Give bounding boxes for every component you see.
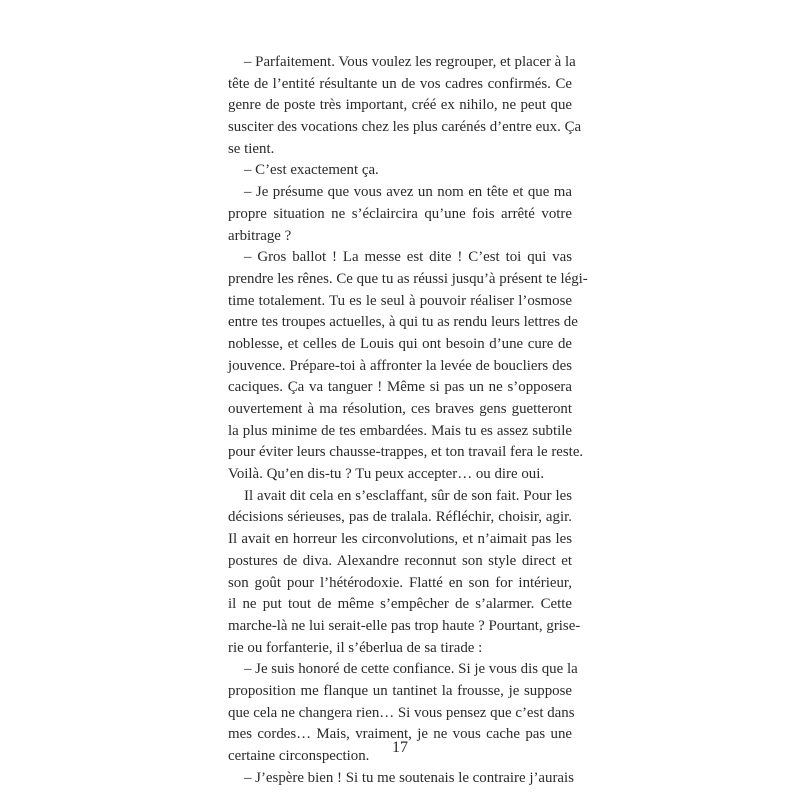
text-line: décisions sérieuses, pas de tralala. Réfléchir, choisir, agir.: [228, 509, 572, 526]
text-line: arbitrage ?: [228, 227, 292, 244]
text-line: susciter des vocations chez les plus carénés d’entre eux. Ça: [228, 119, 582, 136]
text-line: il ne put tout de même s’empêcher de s’alarmer. Cette: [228, 596, 572, 613]
text-line: genre de poste très important, créé ex nihilo, ne peut que: [228, 97, 572, 114]
text-line: ouvertement à ma résolution, ces braves gens guetteront: [228, 401, 572, 417]
text-line: postures de diva. Alexandre reconnut son style direct et: [228, 552, 572, 569]
text-line: – Je suis honoré de cette confiance. Si je vous dis que la: [244, 661, 578, 678]
text-line: – Parfaitement. Vous voulez les regrouper, et placer à la: [244, 54, 576, 70]
text-line: propre situation ne s’éclaircira qu’une fois arrêté votre: [228, 205, 572, 222]
body-text: [228, 52, 588, 789]
text-line: certaine circonspection.: [228, 748, 370, 764]
text-line: caciques. Ça va tanguer ! Même si pas un ne s’opposera: [228, 379, 572, 396]
page-number: 17: [392, 739, 408, 756]
text-line: marche-là ne lui serait-elle pas trop haute ? Pourtant, grise-: [228, 617, 581, 634]
text-line: son goût pour l’hétérodoxie. Flatté en son for intérieur,: [228, 574, 572, 591]
text-line: rie ou forfanterie, il s’éberlua de sa tirade :: [228, 639, 483, 656]
text-line: proposition me flanque un tantinet la frousse, je suppose: [228, 682, 572, 699]
text-line: mes cordes… Mais, vraiment, je ne vous cache pas une: [228, 726, 572, 743]
text-line: se tient.: [228, 140, 275, 157]
text-line: pour éviter leurs chausse-trappes, et ton travail fera le reste.: [228, 444, 584, 461]
text-line: Il avait dit cela en s’esclaffant, sûr de son fait. Pour les: [244, 487, 572, 504]
text-line: tête de l’entité résultante un de vos cadres confirmés. Ce: [228, 75, 572, 92]
text-line: que cela ne changera rien… Si vous pensez que c’est dans: [228, 704, 575, 721]
text-line: – Gros ballot ! La messe est dite ! C’est toi qui vas: [244, 249, 572, 266]
text-line: noblesse, et celles de Louis qui ont besoin d’une cure de: [228, 335, 572, 352]
text-line: time totalement. Tu es le seul à pouvoir réaliser l’osmose: [228, 292, 572, 309]
text-line: – C’est exactement ça.: [244, 162, 379, 179]
text-line: entre tes troupes actuelles, à qui tu as rendu leurs lettres de: [228, 314, 578, 331]
text-line: la plus minime de tes embardées. Mais tu es assez subtile: [228, 422, 572, 439]
text-line: jouvence. Prépare-toi à affronter la levée de boucliers des: [228, 357, 572, 374]
text-line: Voilà. Qu’en dis-tu ? Tu peux accepter… ou dire oui.: [228, 466, 545, 483]
text-line: Il avait en horreur les circonvolutions, et n’aimait pas les: [228, 531, 572, 548]
text-line: – J’espère bien ! Si tu me soutenais le contraire j’aurais: [244, 769, 574, 786]
text-line: prendre les rênes. Ce que tu as réussi jusqu’à présent te légi-: [228, 270, 588, 287]
text-line: – Je présume que vous avez un nom en tête et que ma: [244, 184, 572, 201]
